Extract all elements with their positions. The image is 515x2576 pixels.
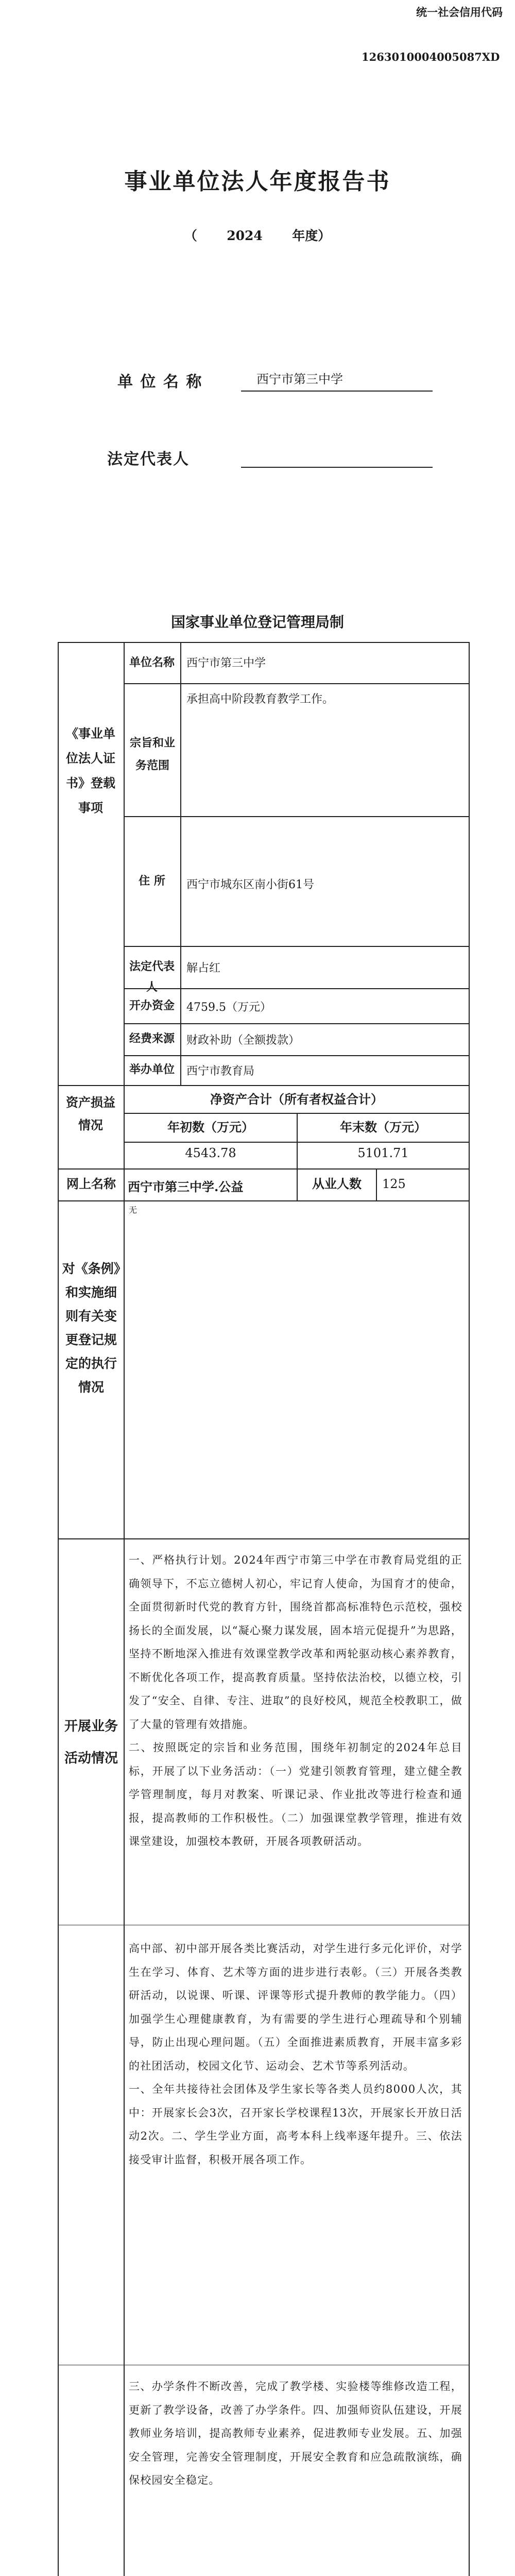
row-line — [58, 1168, 470, 1170]
row-line — [58, 1085, 470, 1086]
address-value: 西宁市城东区南小街61号 — [186, 878, 314, 891]
domain-label: 网上名称 — [66, 1176, 116, 1191]
row-line — [124, 946, 470, 947]
regulation-value: 无 — [129, 1205, 138, 1215]
row-line — [124, 1142, 470, 1143]
funds-label: 开办资金 — [129, 999, 175, 1012]
activity-paragraph-5: 三、办学条件不断改善，完成了教学楼、实验楼等维修改造工程，更新了教学设备，改善了办学条件。四、加强师资队伍建设，开展教师业务培训，提高教师专业素养，促进教师专业发展。五、加强安全管理，完善安全管理制度，开展安全教育和应急疏散演练，确保校园安全稳定。 — [129, 2380, 462, 2486]
legal-rep-line — [241, 466, 433, 468]
address-label: 住 所 — [139, 874, 165, 888]
activities-continued — [129, 1937, 462, 2172]
scope-value: 承担高中阶段教育教学工作。 — [186, 693, 334, 706]
credit-code-label: 统一社会信用代码 — [416, 6, 503, 19]
legal-value: 解占红 — [186, 962, 221, 975]
domain-value: 西宁市第三中学.公益 — [128, 1179, 244, 1194]
end-label: 年末数（万元） — [340, 1120, 426, 1134]
org-value: 西宁市教育局 — [186, 1065, 255, 1078]
scope-label: 宗旨和业务范围 — [129, 736, 175, 772]
legal-label: 法定代表人 — [129, 960, 175, 994]
table-right-border — [469, 642, 470, 2576]
row-line — [124, 816, 470, 817]
domain-divider — [124, 1168, 125, 1200]
report-title: 事业单位法人年度报告书 — [124, 168, 391, 195]
table-left-border — [58, 642, 59, 2576]
year-close: 年度） — [292, 228, 331, 243]
activity-paragraph-1: 一、严格执行计划。2024年西宁市第三中学在市教育局党组的正确领导下，不忘立德树人初心，牢记育人使命，为国育才的使命，全面贯彻新时代党的教育方针，围绕首都高标准特色示范校，强校扬长的全面发展，以“凝心聚力谋发展，固本培元促提升”为思路，坚持不断地深入推进有效课堂教学改革和两轮驱动核心素养教育，不断优化各项工作，提高教育质量。坚持依法治校，以德立校，引发了“安全、自律、专注、进取”的良好校风，规范全校教职工，做了大量的管理有效措施。 — [129, 1554, 462, 1731]
regulation-label: 对《条例》和实施细则有关变更登记规定的执行情况 — [62, 1261, 121, 1395]
row-line — [124, 1055, 470, 1056]
assets-label: 资产损益情况 — [66, 1095, 115, 1132]
activity-paragraph-4: 一、全年共接待社会团体及学生家长等各类人员约8000人次，其中：开展家长会3次，召开家长学校课程13次，开展家长开放日活动2次。二、学生学业方面，高考本科上线率逐年提升。三、依法接受审计监督，积极开展各项工作。 — [129, 2083, 462, 2166]
unit-name-label: 单 位 名 称 — [117, 373, 203, 391]
unit-name-value: 西宁市第三中学 — [241, 369, 433, 392]
source-value: 财政补助（全额拨款） — [186, 1034, 300, 1047]
name-label: 单位名称 — [129, 656, 175, 669]
legal-rep-label: 法定代表人 — [107, 450, 190, 468]
start-value: 4543.78 — [185, 1146, 236, 1160]
report-year-line — [0, 226, 515, 244]
net-assets-label: 净资产合计（所有者权益合计） — [210, 1092, 383, 1107]
name-value: 西宁市第三中学 — [186, 657, 266, 670]
year-open: （ — [184, 228, 197, 243]
start-label: 年初数（万元） — [167, 1120, 254, 1134]
table-top-border — [58, 642, 470, 643]
activity-paragraph-3: 高中部、初中部开展各类比赛活动，对学生进行多元化评价，对学生在学习、体育、艺术等方面的进步进行表彰。（三）开展各类教研活动，以说课、听课、评课等形式提升教师的教学能力。（四）加强学生心理健康教育，为有需要的学生进行心理疏导和个别辅导，防止出现心理问题。（五）全面推进素质教育，开展丰富多彩的社团活动，校园文化节、运动会、艺术节等系列活动。 — [129, 1942, 462, 2072]
staff-label: 从业人数 — [312, 1176, 362, 1191]
row-line — [124, 683, 470, 684]
org-label: 举办单位 — [129, 1063, 175, 1076]
activities-continued-2 — [129, 2375, 462, 2493]
row-line — [124, 1113, 470, 1114]
credit-code-value: 1263010004005087XD — [362, 50, 500, 63]
cert-col-divider — [124, 642, 125, 1085]
report-year: 2024 — [227, 228, 263, 243]
row-line — [58, 1538, 470, 1539]
row-line — [124, 1023, 470, 1024]
source-label: 经费来源 — [129, 1032, 175, 1045]
funds-value: 4759.5（万元） — [186, 1001, 271, 1014]
activity-paragraph-2: 二、按照既定的宗旨和业务范围，围绕年初制定的2024年总目标，开展了以下业务活动：（一）党建引领教育管理，建立健全教学管理制度，每月对教案、听课记录、作业批改等进行检查和通报，提高教师的工作积极性。（二）加强课堂教学管理，推进有效课堂建设，加强校本教研，开展各项教研活动。 — [129, 1741, 462, 1848]
activities-label: 开展业务活动情况 — [64, 1719, 118, 1766]
staff-value: 125 — [382, 1177, 406, 1191]
cert-label-divider — [180, 642, 181, 1085]
end-value: 5101.71 — [357, 1146, 409, 1160]
domain-divider — [376, 1168, 377, 1200]
cert-section-label: 《事业单位法人证书》登载事项 — [66, 726, 115, 815]
main-col-divider — [124, 1200, 125, 2576]
registry-heading: 国家事业单位登记管理局制 — [170, 614, 344, 631]
row-line — [58, 1200, 470, 1201]
activities-body — [129, 1549, 462, 1854]
